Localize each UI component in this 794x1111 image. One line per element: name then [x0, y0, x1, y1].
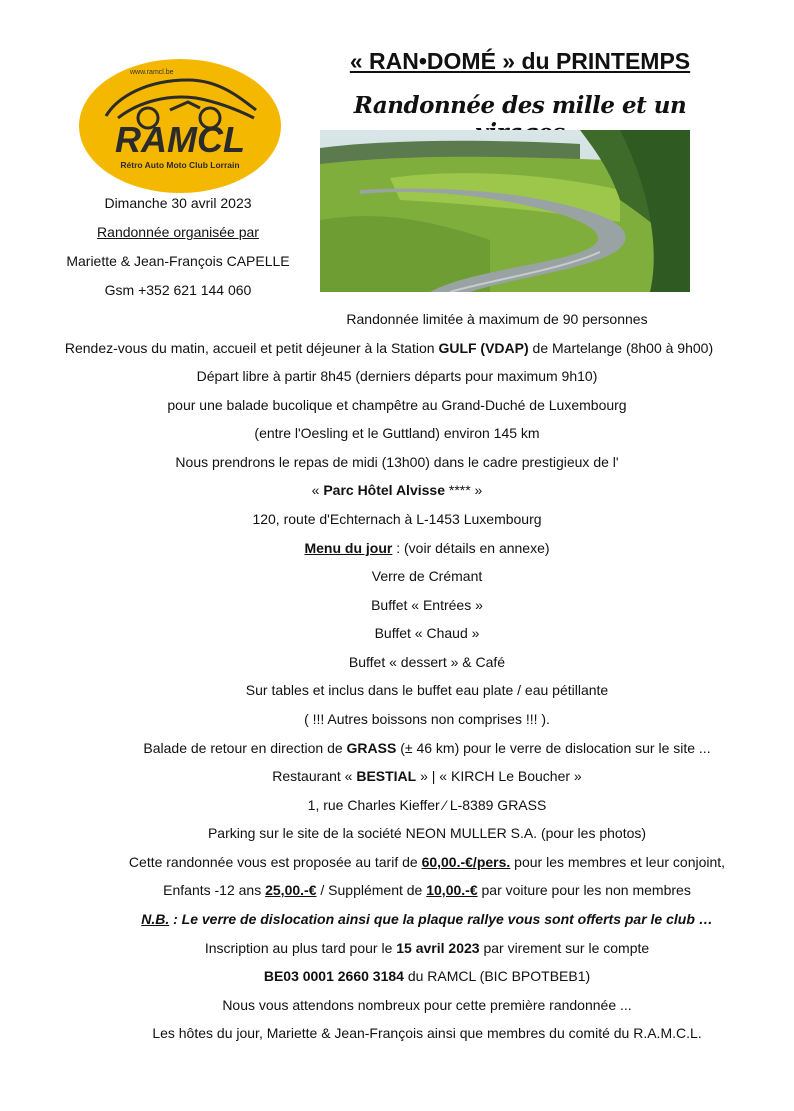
closing-text: Nous vous attendons nombreux pour cette première randonnée ...: [222, 997, 632, 1013]
winding-road-photo: [320, 130, 690, 292]
kids-price-text: Enfants -12 ans 25,00.-€ / Supplément de 10,00.-€ par voiture pour les non membres: [163, 882, 691, 898]
phone-number: Gsm +352 621 144 060: [104, 282, 252, 298]
meeting-text: Rendez-vous du matin, accueil et petit déjeuner à la Station GULF (VDAP) de Martelange (8h00 à 9h00): [64, 340, 714, 356]
ramcl-logo: [78, 58, 282, 194]
ride-text: pour une balade bucolique et champêtre au Grand-Duché de Luxembourg: [167, 397, 627, 413]
drinks-note: ( !!! Autres boissons non comprises !!! ).: [304, 711, 550, 727]
event-subtitle: Randonnée des mille et un: [353, 92, 687, 119]
organised-by-label: Randonnée organisée par: [97, 224, 259, 240]
organisers: Mariette & Jean-François CAPELLE: [66, 253, 290, 269]
event-date: Dimanche 30 avril 2023: [104, 195, 252, 211]
registration-text: Inscription au plus tard pour le 15 avril 2023 par virement sur le compte: [204, 940, 650, 956]
lunch-text: Nous prendrons le repas de midi (13h00) dans le cadre prestigieux de l': [175, 454, 619, 470]
hosts-text: Les hôtes du jour, Mariette & Jean-François ainsi que membres du comité du R.A.M.C.L.: [152, 1025, 702, 1041]
event-title: « RAN•DOMÉ » du PRINTEMPS: [349, 48, 691, 74]
limit-text: Randonnée limitée à maximum de 90 personnes: [346, 311, 648, 327]
hotel-name: « Parc Hôtel Alvisse **** »: [311, 482, 483, 498]
logo-url: www.ramcl.be: [130, 69, 174, 76]
region-text: (entre l'Oesling et le Guttland) environ 145 km: [254, 425, 540, 441]
parking-text: Parking sur le site de la société NEON MULLER S.A. (pour les photos): [207, 825, 647, 841]
restaurant-address: 1, rue Charles Kieffer ⁄ L-8389 GRASS: [307, 797, 547, 813]
hotel-address: 120, route d'Echternach à L-1453 Luxembourg: [252, 511, 542, 527]
menu-item: Verre de Crémant: [371, 568, 483, 584]
restaurant-text: Restaurant « BESTIAL » | « KIRCH Le Boucher »: [272, 768, 582, 784]
drinks-text: Sur tables et inclus dans le buffet eau plate / eau pétillante: [245, 682, 609, 698]
return-text: Balade de retour en direction de GRASS (± 46 km) pour le verre de dislocation sur le site ...: [143, 740, 711, 756]
menu-item: Buffet « dessert » & Café: [348, 654, 506, 670]
logo-tagline: Rétro Auto Moto Club Lorrain: [120, 160, 240, 170]
logo-brand: RAMCL: [115, 119, 245, 160]
price-text: Cette randonnée vous est proposée au tarif de 60,00.-€/pers. pour les membres et leur conjoint,: [128, 854, 726, 870]
menu-item: Buffet « Chaud »: [374, 625, 480, 641]
bank-account: BE03 0001 2660 3184 du RAMCL (BIC BPOTBEB1): [263, 968, 591, 984]
menu-item: Buffet « Entrées »: [371, 597, 483, 613]
menu-heading: Menu du jour : (voir détails en annexe): [304, 540, 550, 556]
departure-text: Départ libre à partir 8h45 (derniers départs pour maximum 9h10): [196, 368, 598, 384]
nb-note: N.B. : Le verre de dislocation ainsi que la plaque rallye vous sont offerts par le club …: [141, 911, 713, 927]
